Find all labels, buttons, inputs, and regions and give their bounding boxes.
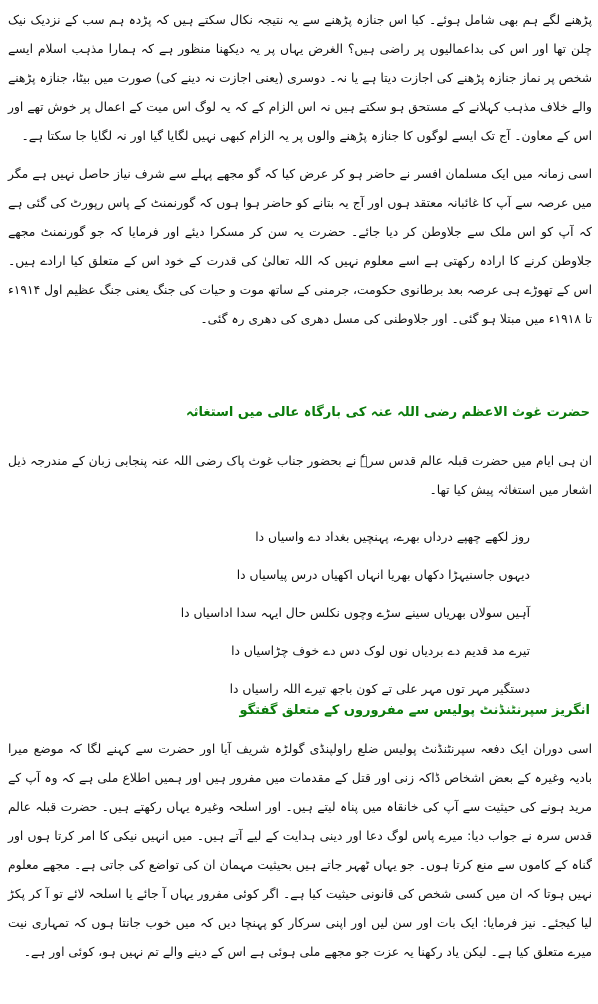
paragraph-poem-intro: ان ہی ایام میں حضرت قبلہ عالم قدس سرہٗ نے بحضور جناب غوث پاک رضی اللہ عنہ پنجابی زبان کے مندرجہ ذیل اشعار میں استغاثہ پیش کیا تھا۔ [8,454,592,497]
paragraph-exile-report: اسی زمانہ میں ایک مسلمان افسر نے حاضر ہو کر عرض کیا کہ گو مجھے پہلے سے شرف نیاز حاصل نہیں ہے مگر میں عرصہ سے آپ کا غائبانہ معتقد ہوں اور آج یہ بتانے کو حاضر ہوا ہوں کہ گورنمنٹ کے پاس رپورٹ کی گئی ہے کہ آپ کو اس ملک سے جلاوطن کر دیا جائے۔ حضرت یہ سن کر مسکرا دیئے اور فرمایا کہ جو گورنمنٹ مجھے جلاوطن کرنے کا ارادہ رکھتی ہے اسے معلوم نہیں کہ اللہ تعالیٰ کی قدرت کے خود اس کے متعلق کیا ارادے ہیں۔ اس کے تھوڑے ہی عرصہ بعد برطانوی حکومت، جرمنی کے ساتھ موت و حیات کی جنگ یعنی جنگ عظیم اول ۱۹۱۴ء تا ۱۹۱۸ء میں مبتلا ہو گئی۔ اور جلاوطنی کی مسل دھری کی دھری رہ گئی۔ [7,167,592,326]
poem-line: تیرے مد قدیم دے بردیاں نوں لوک دس دے خوف چڑاسیاں دا [231,644,530,658]
poem-line: آہیں سولاں بھریاں سینے سڑے وچوں نکلس حال ایہہ سدا اداسیاں دا [180,606,530,620]
poem-line: دستگیر مہر توں مہر علی تے کون باجھ تیرے اللہ راسیاں دا [229,682,530,696]
paragraph-funeral-discussion: پڑھنے لگے ہم بھی شامل ہوئے۔ کیا اس جنازہ پڑھنے سے یہ نتیجہ نکال سکتے ہیں کہ پڑدہ ہم سب کے نزدیک نیک چلن تھا اور اس کی بداعمالیوں پر راضی ہیں؟ الغرض یہاں پر یہ دیکھنا منظور ہے کہ ہمارا مذہب اسلام ایسے شخص پر نماز جنازہ پڑھنے کی اجازت دیتا ہے یا نہ۔ دوسری (یعنی اجازت نہ دینے کی) صورت میں بیٹا، جنازہ پڑھنے والے خلاف مذہب کہلانے کے مستحق ہو سکتے ہیں نہ اس الزام کے کہ یہ لوگ اس میت کے اعمال پر خوش تھے اور اس کے معاون۔ آج تک ایسے لوگوں کا جنازہ پڑھنے والوں پر یہ الزام کبھی نہیں لگایا گیا اور نہ لگایا جا سکتا ہے۔ [8,13,592,143]
section-heading-istighatha: حضرت غوث الاعظم رضی اللہ عنہ کی بارگاہ عالی میں استغاثہ [186,405,590,420]
poem-verses [60,518,530,708]
section-heading-police-conversation: انگریز سپرنٹنڈنٹ پولیس سے مفروروں کے متعلق گفتگو [239,703,590,718]
paragraph-police-conversation: اسی دوران ایک دفعہ سپرنٹنڈنٹ پولیس ضلع راولپنڈی گولڑہ شریف آیا اور حضرت سے کہنے لگا کہ موضع میرا بادیہ وغیرہ کے بعض اشخاص ڈاکہ زنی اور قتل کے مقدمات میں مفرور ہیں اور ہمیں اطلاع ملی ہے کہ وہ آپ کے مرید ہونے کی حیثیت سے آپ کی خانقاہ میں پناہ لیتے ہیں۔ اور اسلحہ وغیرہ یہاں رکھتے ہیں۔ حضرت قبلہ عالم قدس سرہ نے جواب دیا: میرے پاس لوگ دعا اور دینی ہدایت کے لیے آتے ہیں۔ میں انہیں نیکی کا امر کرتا ہوں اور گناہ کے کاموں سے منع کرتا ہوں۔ جو یہاں ٹھہر جاتے ہیں بحیثیت مہمان ان کی تواضع کی جاتی ہے۔ مجھے معلوم نہیں ہوتا کہ ان میں کسی شخص کی قانونی حیثیت کیا ہے۔ اگر کوئی مفرور یہاں آ جائے یا اسلحہ لائے تو آ کر پکڑ لیا کیجئے۔ نیز فرمایا: ایک بات اور سن لیں اور اپنی سرکار کو پہنچا دیں کہ میں خوب جانتا ہوں کہ تمہاری نیت میرے متعلق کیا ہے۔ لیکن یاد رکھنا یہ عزت جو مجھے ملی ہوئی ہے اس کے دینے والے تم نہیں ہو، کوئی اور ہے۔ [8,742,592,959]
poem-line: روز لکھے چھپے درداں بھرے، پہنچیں بغداد دے واسیاں دا [255,530,530,544]
poem-line: دیہوں جاسنیہڑا دکھاں بھریا انہاں اکھیاں درس پیاسیاں دا [236,568,530,582]
